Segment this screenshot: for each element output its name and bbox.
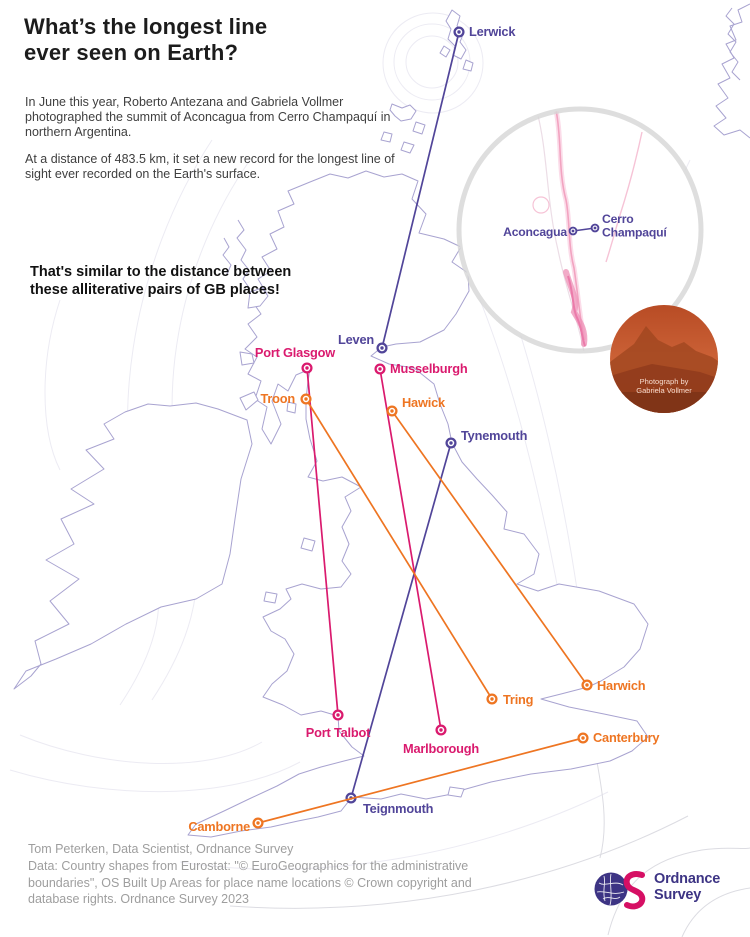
place-label-cerro-champaquí: Cerro: [602, 212, 634, 226]
place-dot-center-camborne: [256, 821, 259, 824]
orkney-islet: [413, 122, 425, 134]
place-label-hawick: Hawick: [402, 395, 445, 410]
place-dot-center-marlborough: [439, 728, 442, 731]
place-label-port-talbot: Port Talbot: [305, 725, 371, 740]
place-label-tring: Tring: [503, 692, 534, 707]
orkney-islet: [401, 142, 414, 153]
anglesey: [264, 592, 277, 603]
photo-bottom-band: [610, 392, 718, 413]
place-label-leven: Leven: [338, 332, 374, 347]
islay-jura: [240, 392, 258, 410]
place-label-lerwick: Lerwick: [469, 24, 516, 39]
place-dot-center-port-glasgow: [305, 366, 308, 369]
place-dot-center-leven: [380, 346, 383, 349]
place-label-port-glasgow: Port Glasgow: [254, 345, 335, 360]
place-dot-center-cerro-champaquí: [594, 227, 597, 230]
place-dot-center-musselburgh: [378, 367, 381, 370]
place-dot-center-hawick: [390, 409, 393, 412]
place-label-troon: Troon: [260, 391, 295, 406]
place-label-marlborough: Marlborough: [403, 741, 479, 756]
place-label-harwich: Harwich: [597, 678, 646, 693]
place-dot-center-lerwick: [457, 30, 460, 33]
place-dot-center-aconcagua: [572, 230, 575, 233]
place-label-camborne: Camborne: [188, 819, 250, 834]
callout-text: That's similar to the distance between these alliterative pairs of GB places!: [30, 264, 292, 298]
logo-wordmark: Ordnance Survey: [654, 871, 721, 903]
place-label-cerro-champaquí: Champaquí: [602, 225, 667, 240]
place-label-canterbury: Canterbury: [593, 730, 660, 745]
place-dot-center-troon: [304, 397, 307, 400]
place-label-teignmouth: Teignmouth: [363, 801, 434, 816]
intro-paragraph-2: At a distance of 483.5 km, it set a new record for the longest line of sight ever recorded on the Earth's surface.: [25, 152, 395, 181]
shetland-islet: [440, 46, 450, 57]
isle-of-man: [301, 538, 315, 551]
shetland-islet: [463, 60, 473, 71]
place-dot-center-tynemouth: [449, 441, 452, 444]
place-dot-center-port-talbot: [336, 713, 339, 716]
isle-of-mull: [240, 352, 254, 365]
photo-credit: Photograph by Gabriela Vollmer: [636, 377, 692, 395]
norway-coastline: [714, 4, 750, 138]
place-dot-center-canterbury: [581, 736, 584, 739]
footer-author-credit: Tom Peterken, Data Scientist, Ordnance Survey: [28, 842, 294, 856]
footer-data-attribution: Data: Country shapes from Eurostat: "© EuroGeographics for the administrative boundaries", OS Built Up Areas for place name locations © Crown copyright and database rights. Ordnance Survey 2023: [28, 859, 472, 906]
isle-of-wight: [448, 787, 464, 797]
page-title: What’s the longest line ever seen on Earth?: [24, 14, 268, 65]
ordnance-survey-logo: [595, 873, 643, 907]
photo-circle: [610, 305, 718, 413]
norway-islets: [726, 8, 740, 80]
place-dot-center-harwich: [585, 683, 588, 686]
ireland-coastline: [14, 403, 252, 689]
logo-s-glyph: [627, 874, 643, 906]
place-dot-center-tring: [490, 697, 493, 700]
intro-paragraph-1: In June this year, Roberto Antezana and Gabriela Vollmer photographed the summit of Aconcagua from Cerro Champaquí in northern Argentina.: [25, 95, 391, 139]
place-label-aconcagua: Aconcagua: [503, 225, 567, 239]
place-label-musselburgh: Musselburgh: [390, 361, 468, 376]
place-label-tynemouth: Tynemouth: [461, 428, 528, 443]
